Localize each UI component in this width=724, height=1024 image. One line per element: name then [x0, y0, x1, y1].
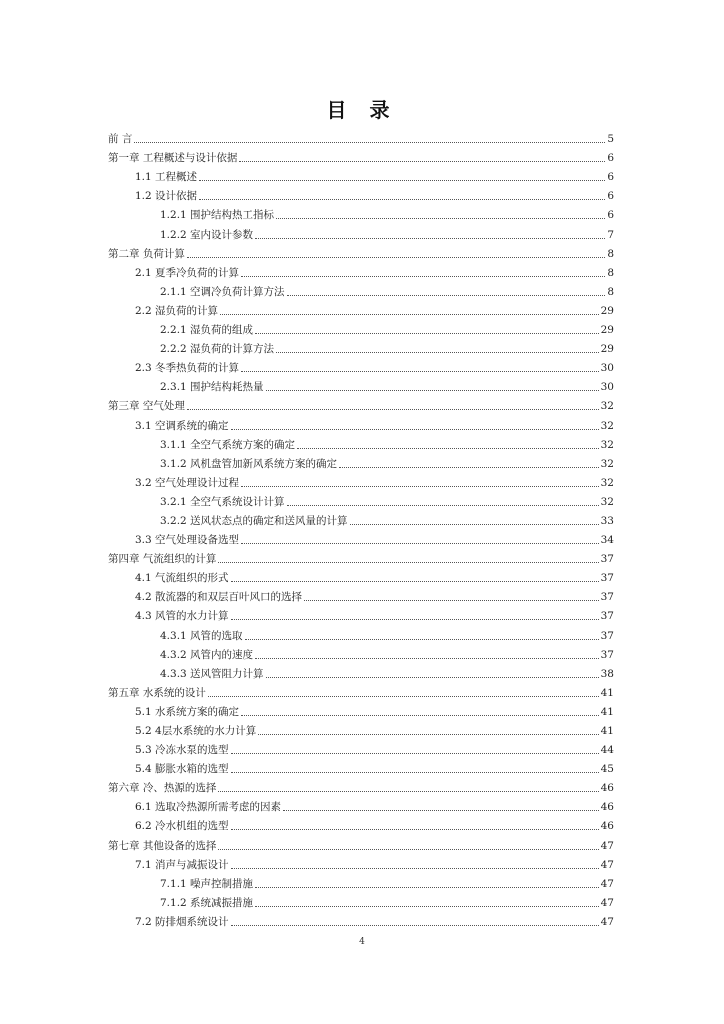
- toc-leader-dots: [258, 733, 598, 735]
- toc-entry-page: 47: [600, 915, 614, 928]
- toc-entry[interactable]: [108, 393, 614, 412]
- toc-entry-page: 30: [600, 381, 614, 394]
- toc-entry-page: 8: [607, 266, 614, 279]
- toc-leader-dots: [220, 313, 599, 315]
- toc-leader-dots: [241, 275, 605, 277]
- toc-entry[interactable]: [108, 374, 614, 393]
- toc-entry-label: 3.1 空调系统的确定: [135, 419, 229, 432]
- toc-leader-dots: [231, 618, 599, 620]
- toc-entry[interactable]: [108, 470, 614, 489]
- toc-entry-label: 5.2 4层水系统的水力计算: [135, 725, 257, 737]
- toc-entry-page: 41: [600, 725, 614, 737]
- toc-entry[interactable]: [108, 680, 614, 699]
- toc-entry[interactable]: [108, 145, 614, 164]
- toc-entry[interactable]: [108, 737, 614, 756]
- toc-entry-label: 4.3.1 风管的选取: [160, 629, 243, 642]
- toc-entry-label: 2.1 夏季冷负荷的计算: [135, 266, 240, 279]
- toc-leader-dots: [241, 485, 599, 487]
- toc-entry-page: 32: [600, 457, 614, 470]
- toc-entry[interactable]: [108, 183, 614, 202]
- toc-entry-label: 第七章 其他设备的选择: [108, 839, 217, 852]
- toc-entry-label: 2.3 冬季热负荷的计算: [135, 362, 240, 375]
- toc-entry-label: 第六章 冷、热源的选择: [108, 782, 217, 795]
- toc-entry-label: 5.3 冷冻水泵的选型: [135, 744, 229, 757]
- toc-entry-page: 47: [600, 896, 614, 909]
- toc-entry[interactable]: [108, 832, 614, 851]
- toc-leader-dots: [231, 867, 599, 869]
- toc-entry[interactable]: [108, 852, 614, 871]
- toc-entry-label: 2.2.2 湿负荷的计算方法: [160, 343, 275, 356]
- toc-entry[interactable]: [108, 508, 614, 527]
- toc-entry-page: 47: [600, 839, 614, 852]
- toc-leader-dots: [231, 752, 599, 754]
- toc-entry-page: 46: [600, 782, 614, 795]
- toc-leader-dots: [231, 828, 599, 830]
- toc-leader-dots: [283, 809, 599, 811]
- toc-leader-dots: [239, 160, 605, 162]
- toc-entry[interactable]: [108, 871, 614, 890]
- toc-entry-label: 2.2 湿负荷的计算: [135, 304, 219, 317]
- toc-leader-dots: [187, 256, 605, 258]
- toc-entry-page: 34: [600, 534, 614, 547]
- toc-entry[interactable]: [108, 622, 614, 641]
- toc-entry-label: 第二章 负荷计算: [108, 247, 185, 260]
- toc-entry-label: 3.3 空气处理设备选型: [135, 534, 240, 547]
- toc-leader-dots: [231, 924, 599, 926]
- toc-leader-dots: [255, 905, 599, 907]
- toc-entry-page: 6: [607, 209, 614, 222]
- toc-entry-page: 32: [600, 400, 614, 413]
- toc-leader-dots: [287, 504, 599, 506]
- toc-entry-page: 8: [607, 247, 614, 260]
- toc-entry-label: 2.2.1 湿负荷的组成: [160, 324, 254, 337]
- toc-leader-dots: [304, 599, 599, 601]
- toc-entry-page: 37: [600, 591, 614, 604]
- toc-entry-page: 5: [607, 133, 614, 146]
- toc-entry-page: 44: [600, 744, 614, 757]
- toc-entry[interactable]: [108, 298, 614, 317]
- toc-entry-label: 7.1.1 噪声控制措施: [160, 877, 254, 890]
- toc-entry-label: 第一章 工程概述与设计依据: [108, 152, 238, 165]
- toc-entry-label: 2.1.1 空调冷负荷计算方法: [160, 285, 285, 298]
- toc-entry-label: 5.1 水系统方案的确定: [135, 705, 240, 718]
- toc-entry[interactable]: [108, 164, 614, 183]
- toc-leader-dots: [276, 351, 599, 353]
- toc-entry-page: 46: [600, 801, 614, 814]
- toc-entry[interactable]: [108, 221, 614, 240]
- toc-entry-label: 3.2.2 送风状态点的确定和送风量的计算: [160, 514, 348, 527]
- toc-leader-dots: [208, 695, 599, 697]
- toc-entry-label: 4.3.3 送风管阻力计算: [160, 667, 264, 680]
- toc-leader-dots: [218, 790, 598, 792]
- toc-entry-page: 6: [607, 190, 614, 203]
- toc-leader-dots: [266, 389, 599, 391]
- toc-entry-page: 37: [600, 572, 614, 585]
- toc-entry-page: 37: [600, 648, 614, 661]
- toc-leader-dots: [199, 198, 605, 200]
- toc-entry[interactable]: [108, 126, 614, 145]
- toc-entry-label: 6.1 选取冷热源所需考虑的因素: [135, 801, 282, 814]
- toc-entry[interactable]: [108, 355, 614, 374]
- toc-entry-label: 第四章 气流组织的计算: [108, 553, 217, 566]
- toc-entry[interactable]: [108, 412, 614, 431]
- toc-entry[interactable]: [108, 565, 614, 584]
- toc-entry[interactable]: [108, 699, 614, 718]
- toc-entry-label: 3.1.1 全空气系统方案的确定: [160, 438, 296, 451]
- toc-leader-dots: [287, 294, 606, 296]
- toc-entry[interactable]: [108, 756, 614, 775]
- toc-entry[interactable]: [108, 260, 614, 279]
- toc-entry-page: 47: [600, 877, 614, 890]
- toc-entry-page: 32: [600, 476, 614, 489]
- toc-entry-label: 7.1.2 系统减振措施: [160, 896, 254, 909]
- toc-entry-label: 5.4 膨胀水箱的选型: [135, 763, 229, 776]
- toc-entry-page: 46: [600, 820, 614, 833]
- toc-leader-dots: [241, 542, 599, 544]
- toc-leader-dots: [231, 771, 599, 773]
- toc-leader-dots: [231, 428, 599, 430]
- toc-entry[interactable]: [108, 489, 614, 508]
- toc-entry-page: 41: [600, 686, 614, 699]
- toc-leader-dots: [266, 676, 599, 678]
- toc-entry-label: 2.3.1 围护结构耗热量: [160, 381, 264, 394]
- toc-entry-label: 4.1 气流组织的形式: [135, 572, 229, 585]
- toc-entry-label: 第五章 水系统的设计: [108, 686, 206, 699]
- toc-entry[interactable]: [108, 546, 614, 565]
- toc-entry-page: 41: [600, 705, 614, 718]
- toc-entry-label: 4.2 散流器的和双层百叶风口的选择: [135, 591, 303, 604]
- toc-leader-dots: [241, 370, 599, 372]
- toc-entry-label: 1.2.2 室内设计参数: [160, 228, 254, 241]
- toc-entry[interactable]: [108, 202, 614, 221]
- toc-leader-dots: [231, 580, 599, 582]
- toc-entry-page: 47: [600, 858, 614, 871]
- toc-leader-dots: [187, 408, 599, 410]
- toc-leader-dots: [218, 561, 598, 563]
- toc-entry[interactable]: [108, 909, 614, 928]
- toc-entry[interactable]: [108, 451, 614, 470]
- toc-leader-dots: [245, 638, 599, 640]
- toc-entry-label: 前 言: [108, 133, 133, 146]
- toc-leader-dots: [350, 523, 599, 525]
- toc-entry[interactable]: [108, 527, 614, 546]
- toc-entry[interactable]: [108, 279, 614, 298]
- toc-entry-label: 7.2 防排烟系统设计: [135, 915, 229, 928]
- toc-leader-dots: [241, 714, 599, 716]
- toc-entry-label: 3.1.2 风机盘管加新风系统方案的确定: [160, 457, 338, 470]
- toc-entry-page: 38: [600, 667, 614, 680]
- toc-leader-dots: [255, 332, 599, 334]
- toc-entry-page: 32: [600, 419, 614, 432]
- toc-entry-page: 30: [600, 362, 614, 375]
- toc-entry-page: 8: [607, 285, 614, 298]
- toc-leader-dots: [276, 217, 605, 219]
- toc-leader-dots: [199, 179, 605, 181]
- toc-entry-page: 29: [600, 324, 614, 337]
- toc-leader-dots: [255, 886, 599, 888]
- toc-entry-page: 32: [600, 495, 614, 508]
- toc-entry[interactable]: [108, 603, 614, 622]
- toc-entry[interactable]: [108, 336, 614, 355]
- toc-entry-label: 1.1 工程概述: [135, 171, 198, 184]
- toc-entry-page: 37: [600, 553, 614, 566]
- toc-entry[interactable]: [108, 813, 614, 832]
- toc-entry[interactable]: [108, 661, 614, 680]
- toc-leader-dots: [297, 447, 599, 449]
- toc-leader-dots: [255, 237, 605, 239]
- toc-entry-label: 第三章 空气处理: [108, 400, 185, 413]
- toc-entry-label: 6.2 冷水机组的选型: [135, 820, 229, 833]
- toc-entry[interactable]: [108, 584, 614, 603]
- toc-entry-page: 29: [600, 304, 614, 317]
- toc-entry-page: 6: [607, 152, 614, 165]
- toc-entry-label: 4.3.2 风管内的速度: [160, 648, 254, 661]
- table-of-contents: [108, 126, 614, 928]
- toc-entry-page: 37: [600, 610, 614, 623]
- toc-entry-page: 29: [600, 343, 614, 356]
- toc-entry[interactable]: [108, 432, 614, 451]
- toc-entry-label: 1.2 设计依据: [135, 190, 198, 203]
- toc-entry-page: 33: [600, 514, 614, 527]
- toc-entry-label: 4.3 风管的水力计算: [135, 610, 229, 623]
- toc-entry-page: 37: [600, 629, 614, 642]
- page-number: 4: [359, 937, 365, 947]
- toc-entry[interactable]: [108, 794, 614, 813]
- toc-leader-dots: [218, 848, 598, 850]
- toc-entry[interactable]: [108, 775, 614, 794]
- toc-entry[interactable]: [108, 642, 614, 661]
- toc-entry-label: 1.2.1 围护结构热工指标: [160, 209, 275, 222]
- toc-leader-dots: [134, 141, 605, 143]
- page-title: 目 录: [326, 98, 398, 122]
- toc-entry[interactable]: [108, 241, 614, 260]
- toc-entry-label: 3.2 空气处理设计过程: [135, 476, 240, 489]
- toc-entry[interactable]: [108, 890, 614, 909]
- toc-entry-page: 7: [607, 228, 614, 241]
- toc-entry[interactable]: [108, 317, 614, 336]
- toc-leader-dots: [255, 657, 599, 659]
- toc-entry-page: 45: [600, 763, 614, 776]
- toc-entry-label: 3.2.1 全空气系统设计计算: [160, 495, 285, 508]
- toc-entry-page: 32: [600, 438, 614, 451]
- toc-leader-dots: [339, 466, 599, 468]
- toc-entry-label: 7.1 消声与减振设计: [135, 858, 229, 871]
- toc-entry-page: 6: [607, 171, 614, 184]
- toc-entry[interactable]: [108, 718, 614, 737]
